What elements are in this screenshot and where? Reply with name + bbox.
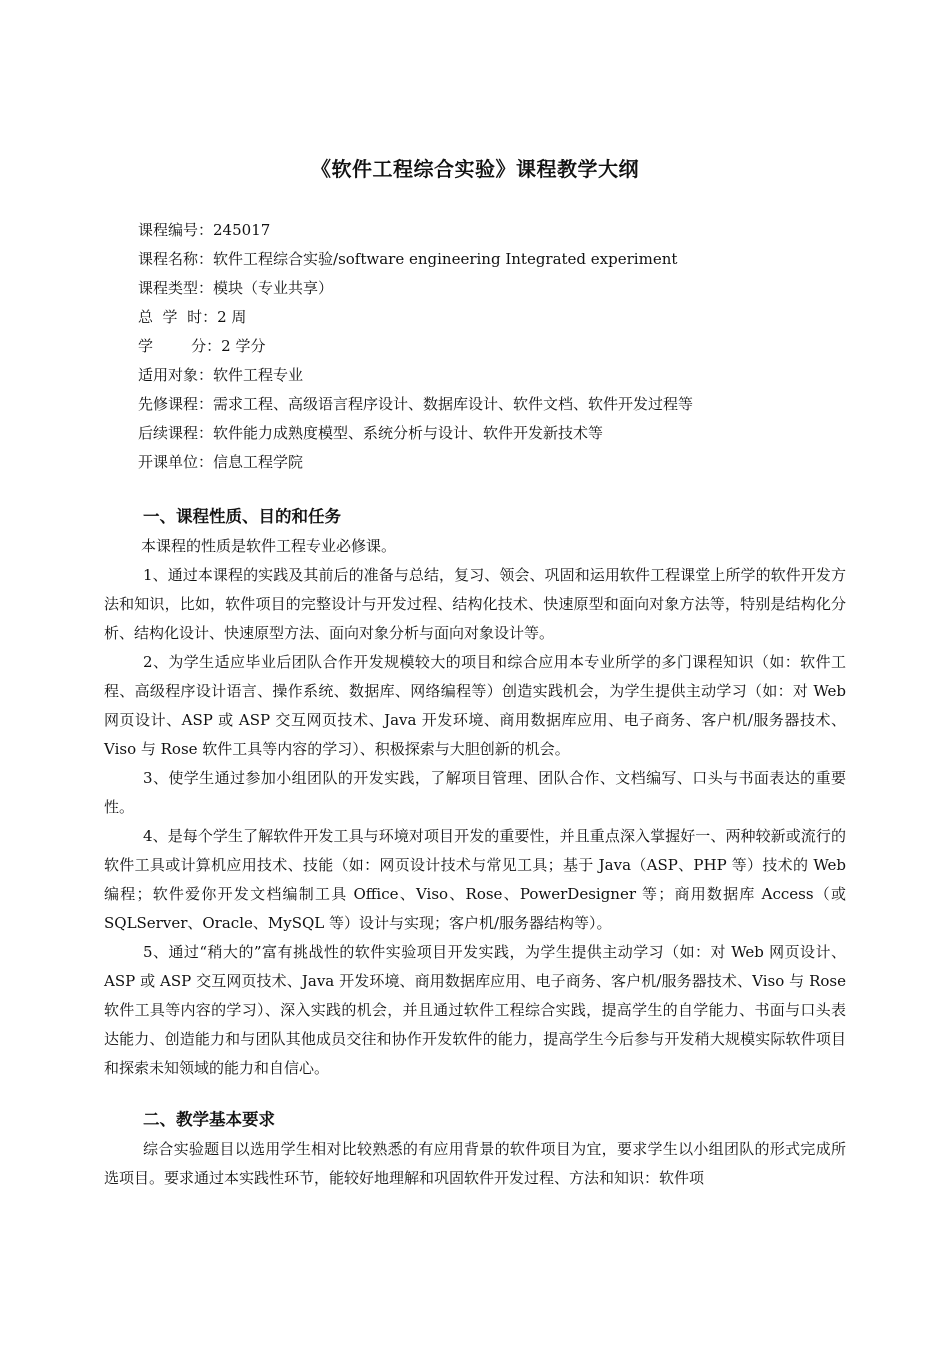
info-value: 模块（专业共享）: [213, 279, 334, 297]
info-label: 适用对象：: [138, 366, 214, 384]
info-label: 课程编号：: [138, 221, 214, 239]
info-value: 245017: [213, 221, 271, 239]
page-title: 《软件工程综合实验》课程教学大纲: [311, 157, 639, 181]
course-info-item: [138, 448, 858, 477]
section-body: [104, 532, 846, 1083]
paragraph: 5、通过“稍大的”富有挑战性的软件实验项目开发实践，为学生提供主动学习（如：对 Web 网页设计、ASP 或 ASP 交互网页技术、Java 开发环境、商用数据库应用、电子商务、客户机/服务器技术、Viso 与 Rose 软件工具等内容的学习）、深入实践的机会，并且通过软件工程综合实践，提高学生的自学能力、书面与口头表达能力、创造能力和与团队其他成员交往和协作开发软件的能力，提高学生今后参与开发稍大规模实际软件项目和探索未知领域的能力和自信心。: [104, 943, 846, 1077]
course-info-item: [138, 419, 858, 448]
info-value: 2 周: [217, 308, 247, 326]
course-info-item: [138, 245, 858, 274]
info-value: 2 学分: [221, 337, 266, 355]
info-label: 课程类型：: [138, 279, 214, 297]
course-info-item: [138, 390, 858, 419]
paragraph: 综合实验题目以选用学生相对比较熟悉的有应用背景的软件项目为宜，要求学生以小组团队的形式完成所选项目。要求通过本实践性环节，能较好地理解和巩固软件开发过程、方法和知识：软件项: [104, 1140, 846, 1187]
info-label: 课程名称：: [138, 250, 214, 268]
section-body: [104, 1135, 846, 1193]
section-heading: 二、教学基本要求: [143, 1110, 275, 1129]
info-label: 学 分：: [138, 337, 222, 355]
info-label: 后续课程：: [138, 424, 214, 442]
paragraph: 1、通过本课程的实践及其前后的准备与总结，复习、领会、巩固和运用软件工程课堂上所学的软件开发方法和知识，比如，软件项目的完整设计与开发过程、结构化技术、快速原型和面向对象方法等，特别是结构化分析、结构化设计、快速原型方法、面向对象分析与面向对象设计等。: [104, 566, 846, 642]
section-heading: 一、课程性质、目的和任务: [143, 507, 341, 526]
info-label: 先修课程：: [138, 395, 214, 413]
paragraph: 4、是每个学生了解软件开发工具与环境对项目开发的重要性，并且重点深入掌握好一、两种较新或流行的软件工具或计算机应用技术、技能（如：网页设计技术与常见工具；基于 Java（ASP、PHP 等）技术的 Web 编程；软件爱你开发文档编制工具 Office、Viso、Rose、PowerDesigner 等；商用数据库 Access（或 SQLServer、Oracle、MySQL 等）设计与实现；客户机/服务器结构等）。: [104, 827, 846, 932]
paragraph: 本课程的性质是软件工程专业必修课。: [141, 537, 397, 555]
course-info-item: [138, 303, 858, 332]
course-info-item: [138, 361, 858, 390]
info-value: 软件工程综合实验/software engineering Integrated experiment: [213, 250, 678, 268]
course-info-item: [138, 274, 858, 303]
info-value: 信息工程学院: [213, 453, 304, 471]
paragraph: 3、使学生通过参加小组团队的开发实践，了解项目管理、团队合作、文档编写、口头与书面表达的重要性。: [104, 769, 846, 816]
course-info-list: [138, 216, 858, 477]
course-info-item: [138, 216, 858, 245]
paragraph: 2、为学生适应毕业后团队合作开发规模较大的项目和综合应用本专业所学的多门课程知识（如：软件工程、高级程序设计语言、操作系统、数据库、网络编程等）创造实践机会，为学生提供主动学习（如：对 Web 网页设计、ASP 或 ASP 交互网页技术、Java 开发环境、商用数据库应用、电子商务、客户机/服务器技术、Viso 与 Rose 软件工具等内容的学习）、积极探索与大胆创新的机会。: [104, 653, 846, 758]
info-label: 总 学 时：: [138, 308, 218, 326]
info-value: 软件能力成熟度模型、系统分析与设计、软件开发新技术等: [213, 424, 604, 442]
info-value: 需求工程、高级语言程序设计、数据库设计、软件文档、软件开发过程等: [213, 395, 694, 413]
info-value: 软件工程专业: [213, 366, 304, 384]
info-label: 开课单位：: [138, 453, 214, 471]
course-info-item: [138, 332, 858, 361]
